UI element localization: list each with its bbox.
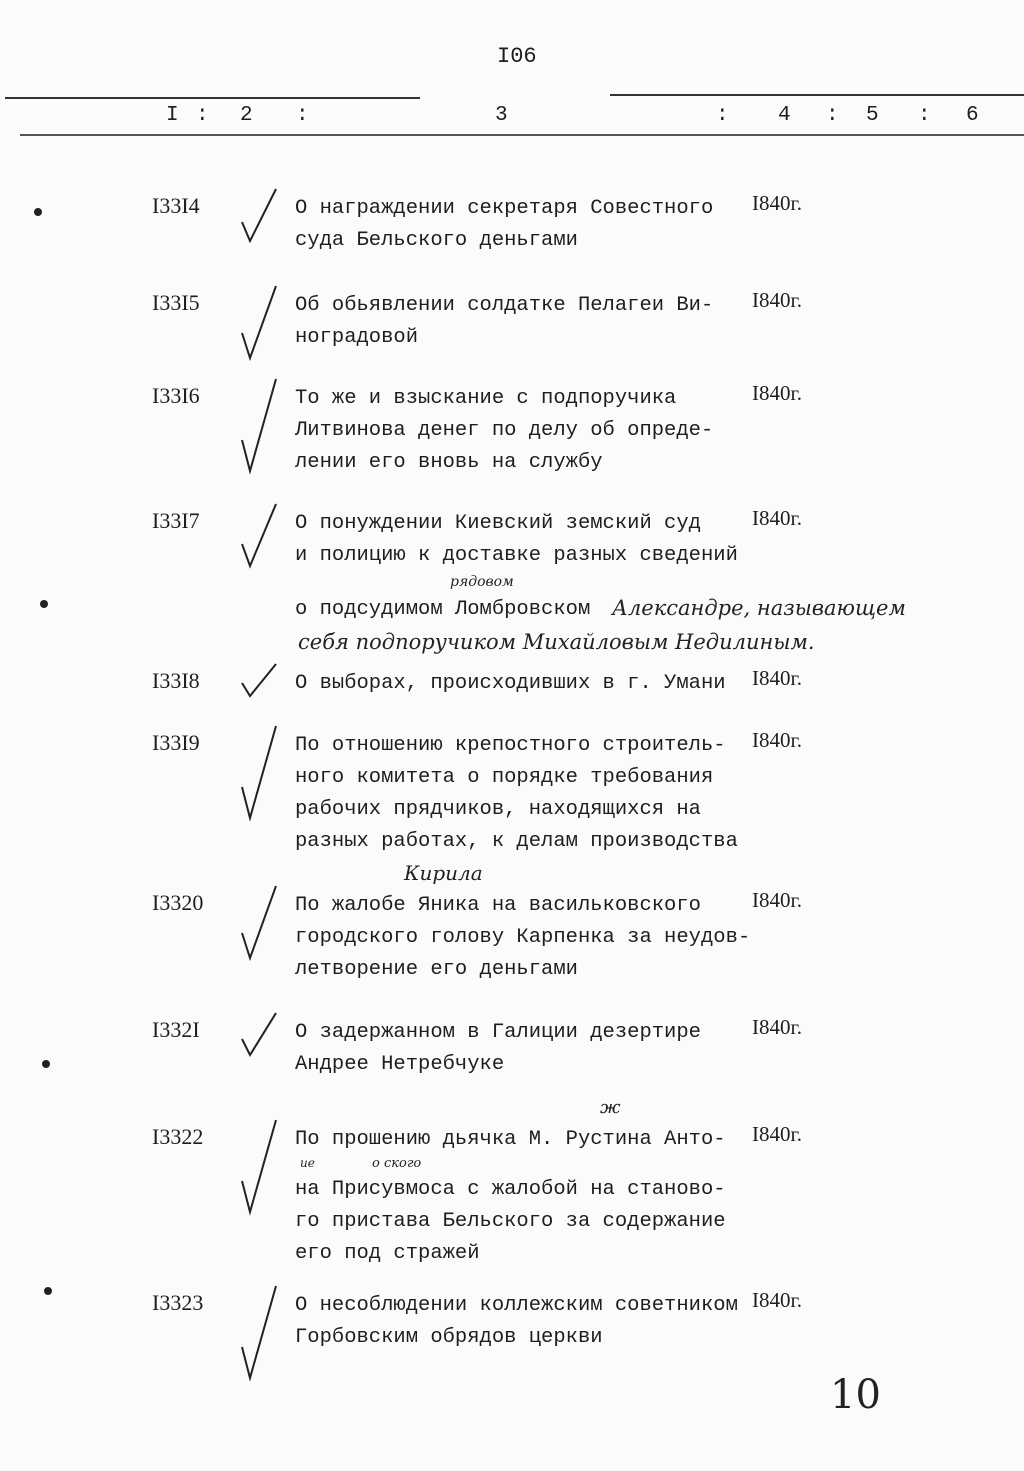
- description-line: ноградовой: [295, 326, 419, 349]
- header-rule-bottom: [20, 134, 1024, 136]
- entry-year: I840г.: [752, 191, 802, 215]
- note-aleksandre: Александре, называющем: [612, 596, 906, 620]
- header-rule-top-right: [610, 94, 1024, 96]
- col-sep: :: [826, 104, 839, 127]
- col-4: 4: [778, 104, 791, 127]
- description-line: летворение его деньгами: [295, 958, 578, 981]
- description-line: Об обьявлении солдатке Пелагеи Ви-: [295, 294, 714, 317]
- entry-number: I33I7: [152, 508, 200, 533]
- note-kirila: Кирила: [404, 861, 483, 885]
- description-line: городского голову Карпенка за неудов-: [295, 926, 751, 949]
- col-3: 3: [495, 104, 508, 127]
- entry-year: I840г.: [752, 506, 802, 530]
- description-line: ного комитета о порядке требования: [295, 766, 714, 789]
- checkmark-icon: [236, 662, 284, 702]
- description-line: суда Бельского деньгами: [295, 229, 578, 252]
- note-skogo: о ского: [372, 1156, 422, 1171]
- description-line: и полицию к доставке разных сведений: [295, 544, 738, 567]
- note-zh: ж: [600, 1097, 621, 1118]
- entry-number: I3323: [152, 1290, 204, 1315]
- col-2: 2: [240, 104, 253, 127]
- description-line: О несоблюдении коллежским советником: [295, 1294, 738, 1317]
- col-sep: :: [196, 104, 209, 127]
- checkmark-icon: [236, 884, 284, 964]
- description-line: его под стражей: [295, 1242, 480, 1265]
- entry-number: I3320: [152, 890, 204, 915]
- entry-number: I33I8: [152, 668, 200, 693]
- entry-year: I840г.: [752, 728, 802, 752]
- description-line: О задержанном в Галиции дезертире: [295, 1021, 701, 1044]
- description-line: на Присувмоса с жалобой на станово-: [295, 1178, 726, 1201]
- note-ryadovom: рядовом: [450, 574, 514, 590]
- col-sep: :: [716, 104, 729, 127]
- entry-number: I332I: [152, 1017, 200, 1042]
- checkmark-icon: [236, 1118, 284, 1218]
- entry-year: I840г.: [752, 1288, 802, 1312]
- entry-number: I3322: [152, 1124, 204, 1149]
- description-line: По жалобе Яника на васильковского: [295, 894, 701, 917]
- entry-year: I840г.: [752, 888, 802, 912]
- checkmark-icon: [236, 284, 284, 364]
- description-line: По прошению дьячка М. Рустина Анто-: [295, 1128, 726, 1151]
- header-rule-top: [5, 97, 420, 99]
- checkmark-icon: [236, 724, 284, 824]
- description-line: По отношению крепостного строитель-: [295, 734, 726, 757]
- col-5: 5: [866, 104, 879, 127]
- description-line: О понуждении Киевский земский суд: [295, 512, 701, 535]
- checkmark-icon: [236, 502, 284, 572]
- page-number: I06: [497, 44, 537, 69]
- entry-number: I33I4: [152, 193, 200, 218]
- entry-number: I33I5: [152, 290, 200, 315]
- punch-hole-mark: [40, 600, 48, 608]
- col-6: 6: [966, 104, 979, 127]
- punch-hole-mark: [34, 208, 42, 216]
- entry-year: I840г.: [752, 381, 802, 405]
- description-line: рабочих прядчиков, находящихся на: [295, 798, 701, 821]
- folio-mark: 10: [830, 1372, 881, 1418]
- description-line: То же и взыскание с подпоручика: [295, 387, 677, 410]
- description-line: Литвинова денег по делу об опреде-: [295, 419, 714, 442]
- column-headers: [0, 104, 1024, 134]
- description-line: го пристава Бельского за содержание: [295, 1210, 726, 1233]
- note-podporuchik: себя подпоручиком Михайловым Недилиным.: [298, 630, 815, 654]
- note-ie: ие: [300, 1156, 315, 1170]
- entry-year: I840г.: [752, 1122, 802, 1146]
- description-line: о подсудимом Ломбровском: [295, 598, 591, 621]
- description-line: О выборах, происходивших в г. Умани: [295, 672, 726, 695]
- entry-number: I33I6: [152, 383, 200, 408]
- checkmark-icon: [236, 1011, 284, 1061]
- col-1: I: [166, 104, 179, 127]
- punch-hole-mark: [44, 1287, 52, 1295]
- entry-year: I840г.: [752, 666, 802, 690]
- checkmark-icon: [236, 187, 284, 247]
- col-sep: :: [918, 104, 931, 127]
- checkmark-icon: [236, 1284, 284, 1384]
- checkmark-icon: [236, 377, 284, 477]
- description-line: разных работах, к делам производства: [295, 830, 738, 853]
- description-line: Андрее Нетребчуке: [295, 1053, 505, 1076]
- description-line: О награждении секретаря Совестного: [295, 197, 714, 220]
- punch-hole-mark: [42, 1060, 50, 1068]
- entry-number: I33I9: [152, 730, 200, 755]
- description-line: Горбовским обрядов церкви: [295, 1326, 603, 1349]
- description-line: лении его вновь на службу: [295, 451, 603, 474]
- entry-year: I840г.: [752, 1015, 802, 1039]
- col-sep: :: [296, 104, 309, 127]
- entry-year: I840г.: [752, 288, 802, 312]
